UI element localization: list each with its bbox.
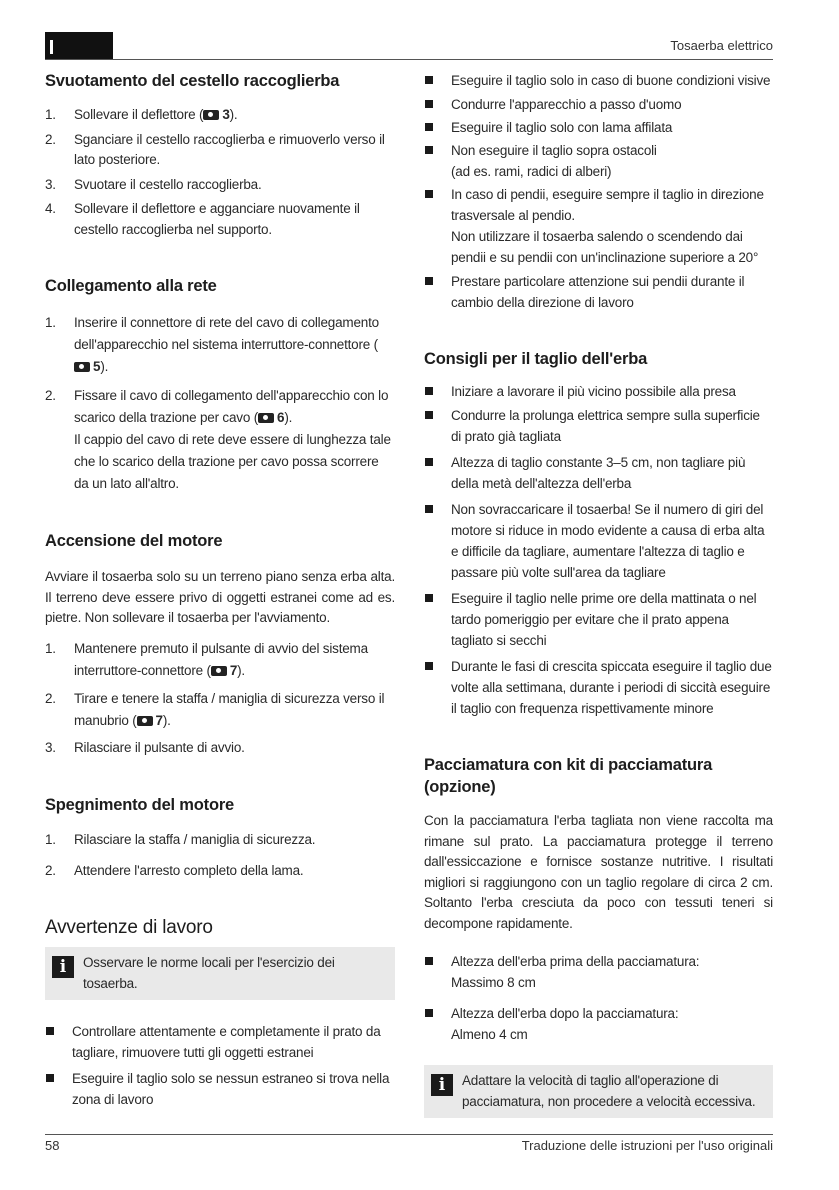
emptying-heading: Svuotamento del cestello raccoglierba <box>45 72 340 90</box>
mains-heading: Collegamento alla rete <box>45 277 217 295</box>
camera-icon <box>211 666 227 676</box>
left-column <box>45 68 395 1110</box>
emptying-step-3: 3. Svuotare il cestello raccoglierba. <box>45 176 262 192</box>
emptying-steps <box>45 105 395 240</box>
emptying-step-2: 2. Sganciare il cestello raccoglierba e rimuoverlo verso il lato posteriore. <box>45 131 385 167</box>
warnings-bullet-2: Eseguire il taglio solo se nessun estraneo si trova nella zona di lavoro <box>45 1068 395 1110</box>
mains-step-2: 2. Fissare il cavo di collegamento dell'apparecchio con lo scarico della trazione per cavo ( 6). Il cappio del cavo di rete deve essere di lunghezza tale che lo scarico della trazione per cavo possa scorrere da un lato all'altro. <box>45 388 391 491</box>
tips-bullet-4: Non sovraccaricare il tosaerba! Se il numero di giri del motore si riduce in modo evidente a causa di erba alta e difficile da tagliare, aumentare l'altezza di taglio e passare più volte sull'area da tagliare <box>424 499 773 583</box>
page-number: 58 <box>45 1138 60 1153</box>
stop-step-2: 2. Attendere l'arresto completo della lama. <box>45 862 304 878</box>
warnings-bullet-7: In caso di pendii, eseguire sempre il taglio in direzione trasversale al pendio. Non utilizzare il tosaerba salendo o scendendo dai pendii e su pendii con un'inclinazione superiore a 20° <box>424 184 773 268</box>
tips-heading: Consigli per il taglio dell'erba <box>424 350 648 368</box>
footer-text: Traduzione delle istruzioni per l'uso originali <box>521 1138 773 1153</box>
warnings-note: i Osservare le norme locali per l'esercizio dei tosaerba. <box>45 947 395 1000</box>
start-intro: Avviare il tosaerba solo su un terreno piano senza erba alta. Il terreno deve essere privo di oggetti estranei come ad es. pietre. Non sollevare il tosaerba per l'avviamento. <box>45 569 395 625</box>
header-title: Tosaerba elettrico <box>670 38 773 53</box>
tips-bullet-2: Condurre la prolunga elettrica sempre sulla superficie di prato già tagliata <box>424 405 773 447</box>
tips-bullet-1: Iniziare a lavorare il più vicino possibile alla presa <box>424 381 773 402</box>
warnings-bullets <box>45 1021 395 1110</box>
camera-icon <box>203 110 219 120</box>
start-steps <box>45 638 395 759</box>
camera-icon <box>258 413 274 423</box>
mains-steps <box>45 312 395 495</box>
mulching-bullet-1: Altezza dell'erba prima della pacciamatura: Massimo 8 cm <box>424 951 773 993</box>
emptying-step-1: 1. Sollevare il deflettore ( 3). <box>45 107 238 122</box>
start-step-3: 3. Rilasciare il pulsante di avvio. <box>45 739 245 755</box>
start-heading: Accensione del motore <box>45 532 223 550</box>
tips-bullets <box>424 381 773 719</box>
mulching-bullet-2: Altezza dell'erba dopo la pacciamatura: Almeno 4 cm <box>424 1003 773 1045</box>
warnings-bullet-8: Prestare particolare attenzione sui pendii durante il cambio della direzione di lavoro <box>424 271 773 313</box>
warnings-bullet-3: Eseguire il taglio solo in caso di buone condizioni visive <box>424 70 773 91</box>
camera-icon <box>74 362 90 372</box>
start-step-1: 1. Mantenere premuto il pulsante di avvio del sistema interruttore-connettore ( 7). <box>45 640 368 678</box>
warnings-bullet-5: Eseguire il taglio solo con lama affilata <box>424 117 773 138</box>
mains-step-1: 1. Inserire il connettore di rete del cavo di collegamento dell'apparecchio nel sistema interruttore-connettore (5). <box>45 315 379 374</box>
mulching-heading: Pacciamatura con kit di pacciamatura (opzione) <box>424 756 713 796</box>
footer-divider <box>45 1134 773 1135</box>
emptying-step-4: 4. Sollevare il deflettore e agganciare nuovamente il cestello raccoglierba nel supporto. <box>45 201 360 237</box>
warnings-bullet-4: Condurre l'apparecchio a passo d'uomo <box>424 94 773 115</box>
tips-bullet-3: Altezza di taglio constante 3–5 cm, non tagliare più della metà dell'altezza dell'erba <box>424 452 773 494</box>
stop-step-1: 1. Rilasciare la staffa / maniglia di sicurezza. <box>45 832 316 847</box>
tips-bullet-6: Durante le fasi di crescita spiccata eseguire il taglio due volte alla settimana, durante i periodi di siccità eseguire il taglio con frequenza rispettivamente minore <box>424 656 773 719</box>
mulching-bullets <box>424 951 773 1045</box>
stop-steps <box>45 830 395 881</box>
warnings-continued <box>424 70 773 313</box>
mulching-intro: Con la pacciamatura l'erba tagliata non viene raccolta ma rimane sul prato. La pacciamatura protegge il terreno dall'essiccazione e fornisce sostanze nutritive. I risultati migliori si raggiungono con un taglio regolare di circa 2 cm. Soltanto l'erba cresciuta da poco con tessuti teneri si decompone rapidamente. <box>424 813 773 931</box>
language-tab <box>45 32 113 60</box>
warnings-bullet-6: Non eseguire il taglio sopra ostacoli (ad es. rami, radici di alberi) <box>424 140 773 182</box>
warnings-bullet-1: Controllare attentamente e completamente il prato da tagliare, rimuovere tutti gli oggetti estranei <box>45 1021 395 1063</box>
mulching-note: i Adattare la velocità di taglio all'operazione di pacciamatura, non procedere a velocità eccessiva. <box>424 1065 773 1118</box>
camera-icon <box>137 716 153 726</box>
stop-heading: Spegnimento del motore <box>45 796 235 814</box>
warnings-heading: Avvertenze di lavoro <box>45 917 213 938</box>
header-divider <box>45 59 773 60</box>
info-icon: i <box>52 956 74 978</box>
start-step-2: 2. Tirare e tenere la staffa / maniglia di sicurezza verso il manubrio ( 7). <box>45 690 385 728</box>
info-icon: i <box>431 1074 453 1096</box>
right-column <box>424 68 773 1118</box>
tips-bullet-5: Eseguire il taglio nelle prime ore della mattinata o nel tardo pomeriggio per evitare che il prato appena tagliato si secchi <box>424 588 773 651</box>
